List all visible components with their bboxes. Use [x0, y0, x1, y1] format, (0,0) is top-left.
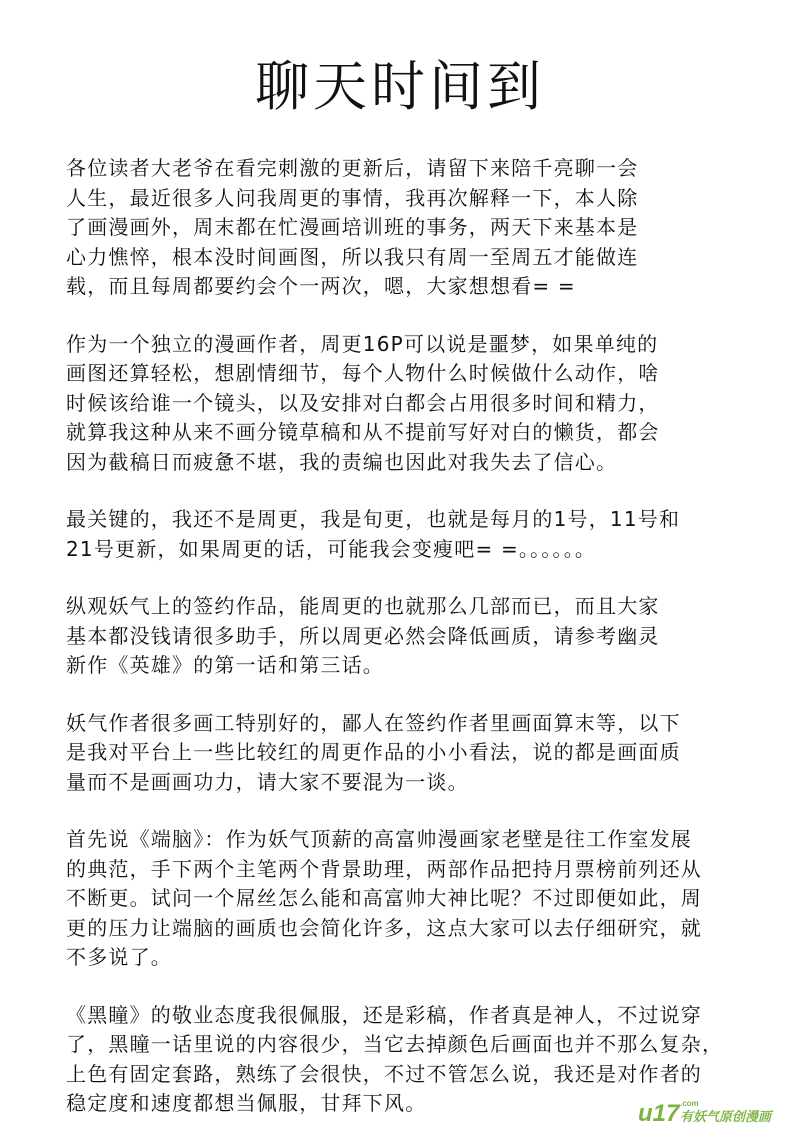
text-line: 画图还算轻松，想剧情细节，每个人物什么时候做什么动作，啥	[66, 361, 660, 385]
text-line: 21号更新，如果周更的话，可能我会变瘦吧= =。。。。。。	[66, 536, 597, 561]
logo-u17-text: u17	[638, 1100, 680, 1126]
u17-logo-icon	[636, 1096, 786, 1126]
logo-domain-text: .com	[680, 1099, 699, 1108]
text-line: 量而不是画画功力，请大家不要混为一谈。	[66, 769, 469, 794]
text-line: 《黑瞳》的敬业态度我很佩服，还是彩稿，作者真是神人，不过说穿	[66, 1002, 702, 1027]
text-line: 了画漫画外，周末都在忙漫画培训班的事务，两天下来基本是	[66, 215, 639, 239]
text-line: 不多说了。	[66, 945, 172, 969]
text-line: 载，而且每周都要约会个一两次，嗯，大家想想看= =	[66, 274, 576, 298]
text-line: 是我对平台上一些比较红的周更作品的小小看法，说的都是画面质	[66, 740, 681, 764]
text-line: 了，黑瞳一话里说的内容很少，当它去掉颜色后画面也并不那么复杂，	[66, 1032, 724, 1056]
text-line: 稳定度和速度都想当佩服，甘拜下风。	[66, 1091, 427, 1115]
u17-watermark-logo	[636, 1096, 786, 1126]
text-line: 就算我这种从来不画分镜草稿和从不提前写好对白的懒货，都会	[66, 420, 660, 444]
paragraph-5	[66, 709, 778, 798]
article-body	[66, 154, 778, 1147]
paragraph-4	[66, 592, 778, 681]
paragraph-1	[66, 154, 778, 302]
paragraph-2	[66, 330, 778, 478]
text-line: 人生，最近很多人问我周更的事情，我再次解释一下，本人除	[66, 185, 639, 210]
text-line: 时候该给谁一个镜头，以及安排对白都会占用很多时间和精力，	[66, 390, 660, 415]
text-line: 基本都没钱请很多助手，所以周更必然会降低画质，请参考幽灵	[66, 623, 660, 648]
paragraph-3	[66, 505, 778, 564]
text-line: 的典范，手下两个主笔两个背景助理，两部作品把持月票榜前列还从	[66, 856, 702, 881]
text-line: 首先说《端脑》：作为妖气顶薪的高富帅漫画家老壁是往工作室发展	[66, 827, 692, 851]
text-line: 各位读者大老爷在看完刺激的更新后，请留下来陪千亮聊一会	[66, 156, 639, 180]
text-line: 更的压力让端脑的画质也会简化许多，这点大家可以去仔细研究，就	[66, 915, 702, 940]
text-line: 妖气作者很多画工特别好的，鄙人在签约作者里画面算末等，以下	[66, 710, 681, 735]
text-line: 不断更。试问一个屌丝怎么能和高富帅大神比呢？不过即便如此，周	[66, 886, 702, 910]
text-line: 作为一个独立的漫画作者，周更16P可以说是噩梦，如果单纯的	[66, 331, 659, 356]
text-line: 纵观妖气上的签约作品，能周更的也就那么几部而已，而且大家	[66, 594, 660, 618]
text-line: 最关键的，我还不是周更，我是旬更，也就是每月的1号，11号和	[66, 507, 681, 531]
paragraph-6	[66, 825, 778, 973]
page-title: 聊天时间到	[255, 55, 545, 118]
text-line: 新作《英雄》的第一话和第三话。	[66, 653, 384, 677]
logo-slogan-text: 有妖气原创漫画	[680, 1110, 772, 1125]
text-line: 因为截稿日而疲惫不堪，我的责编也因此对我失去了信心。	[66, 449, 618, 474]
text-line: 心力憔悴，根本没时间画图，所以我只有周一至周五才能做连	[66, 244, 639, 269]
text-line: 上色有固定套路，熟练了会很快，不过不管怎么说，我还是对作者的	[66, 1061, 702, 1086]
